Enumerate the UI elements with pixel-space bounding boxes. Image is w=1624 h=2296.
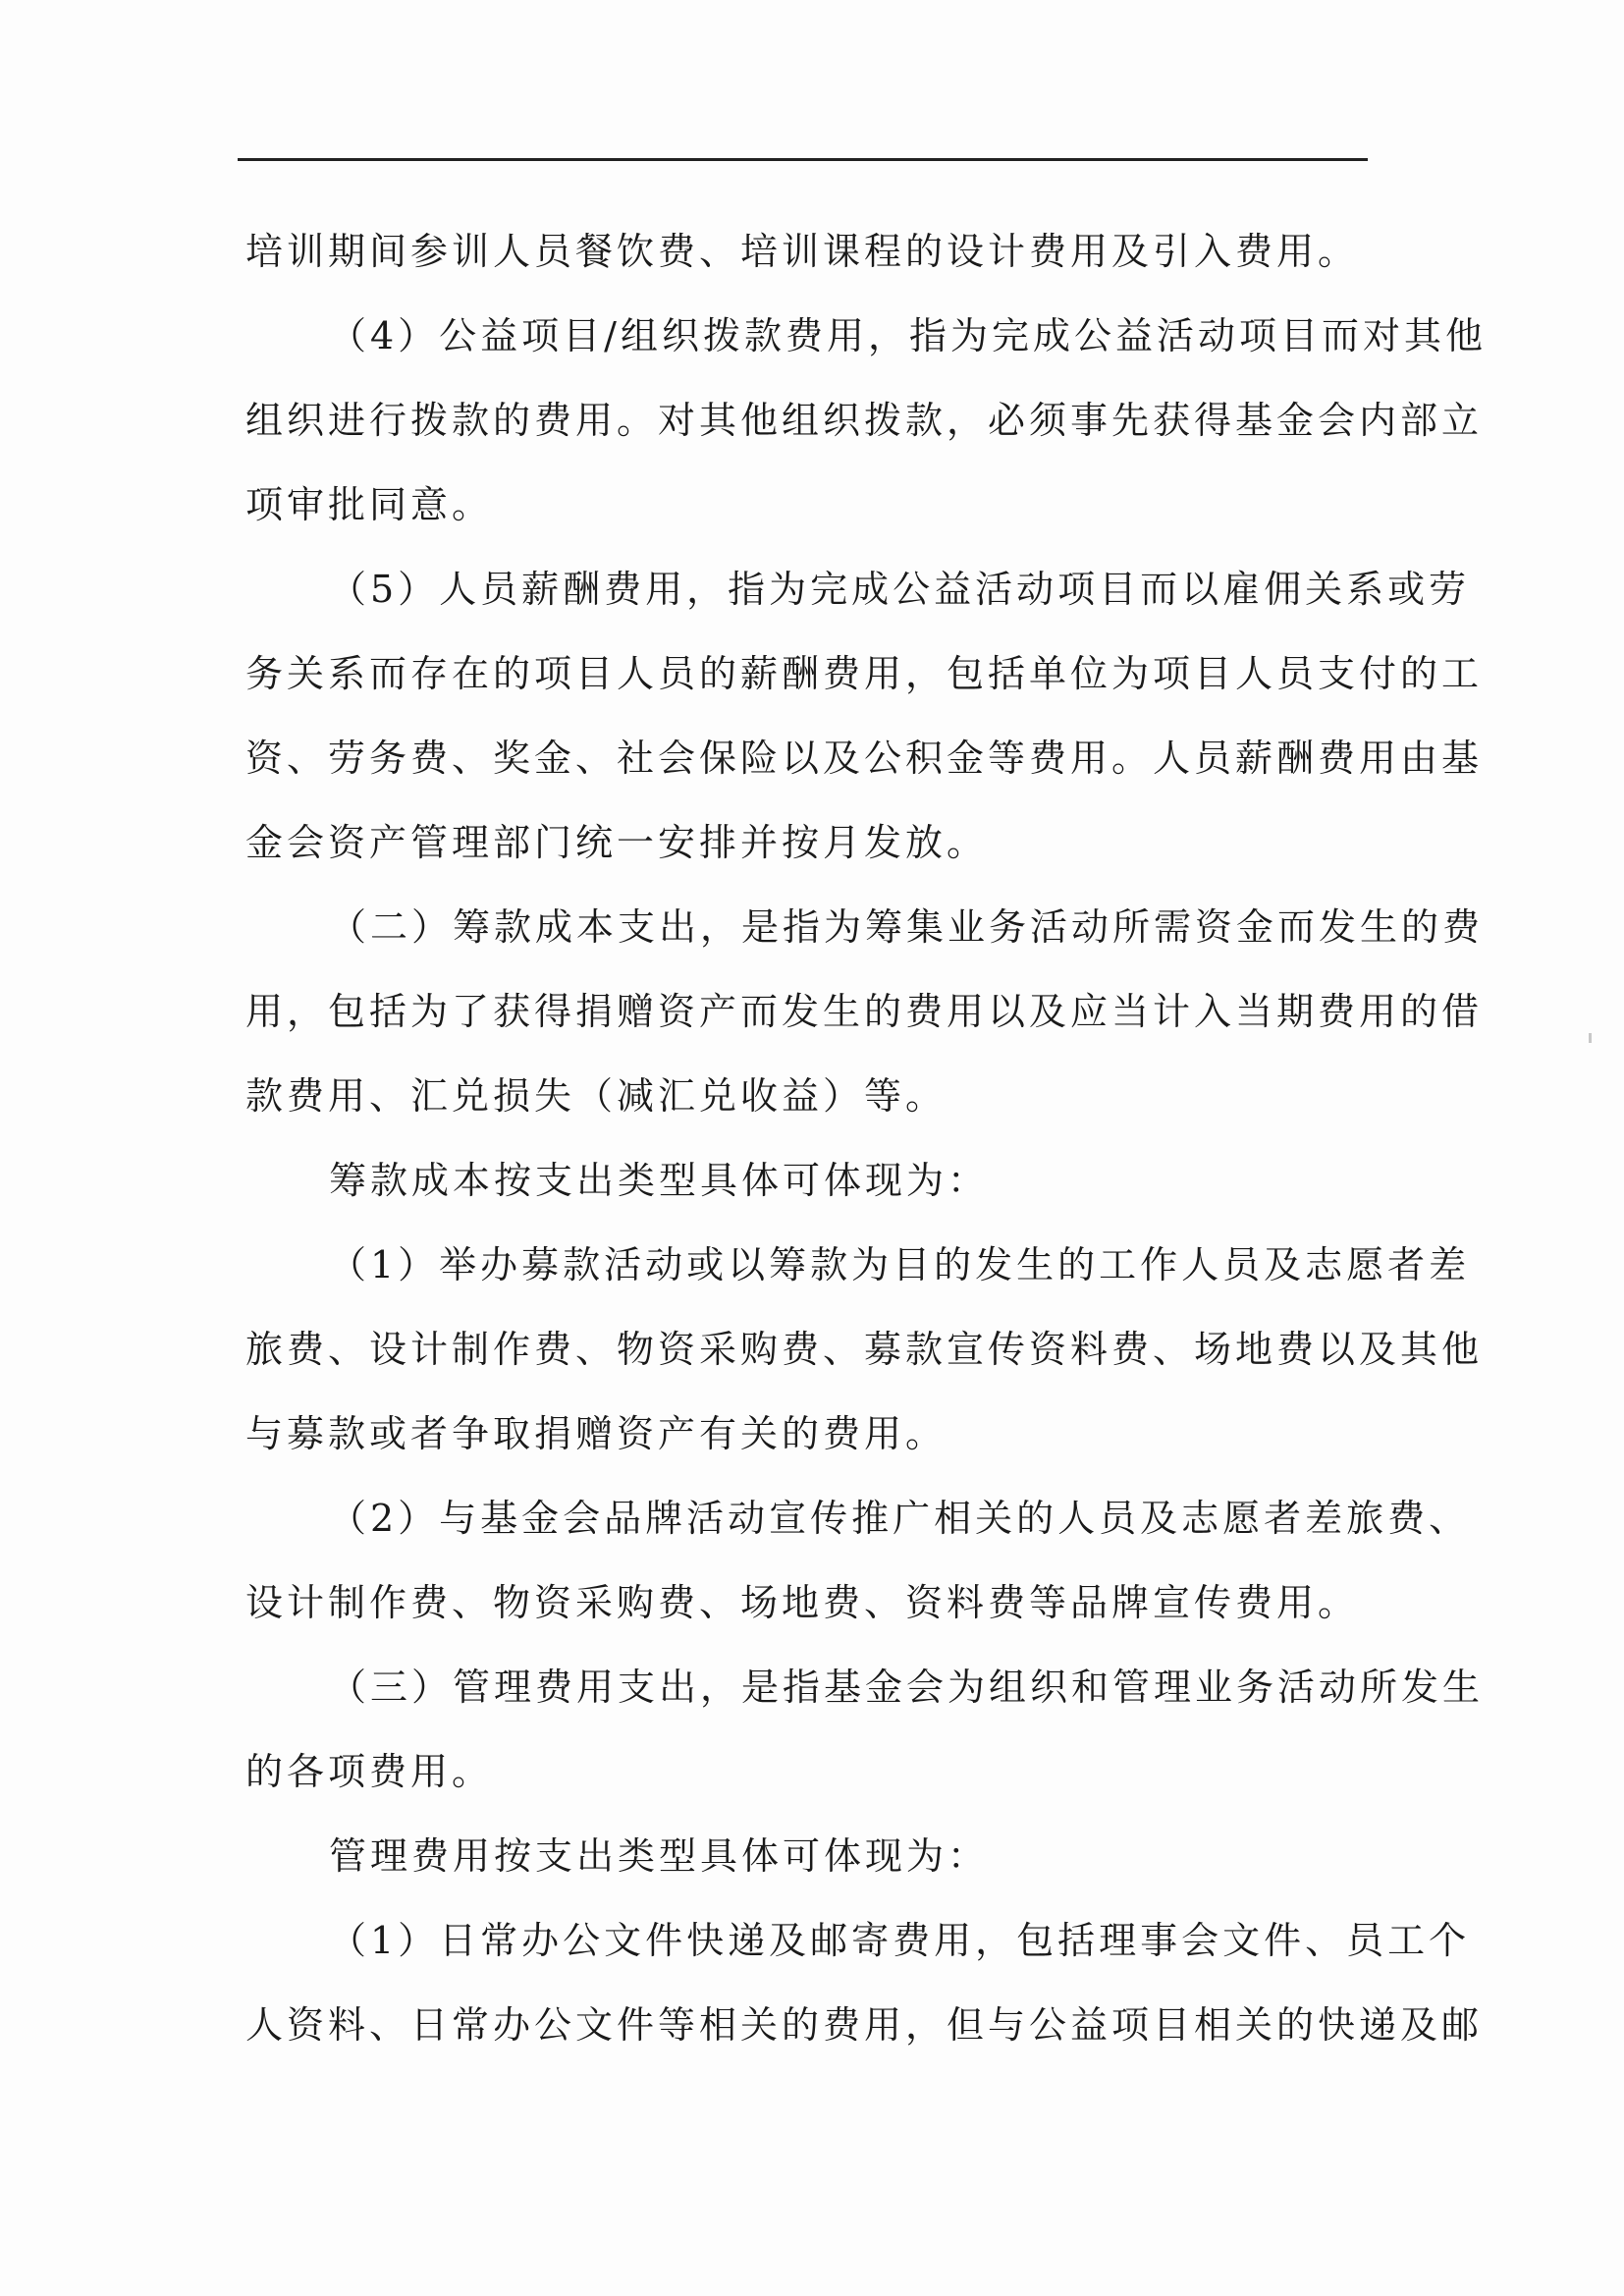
text-line: 培训期间参训人员餐饮费、培训课程的设计费用及引入费用。 (245, 230, 1360, 273)
text-line: 组织进行拨款的费用。对其他组织拨款，必须事先获得基金会内部立 (245, 399, 1484, 442)
text-line: （5）人员薪酬费用，指为完成公益活动项目而以雇佣关系或劳 (329, 568, 1471, 611)
text-line: 管理费用按支出类型具体可体现为： (329, 1834, 990, 1878)
text-line: （二）筹款成本支出，是指为筹集业务活动所需资金而发生的费 (329, 905, 1485, 949)
text-line: （2）与基金会品牌活动宣传推广相关的人员及志愿者差旅费、 (329, 1497, 1471, 1540)
text-line: 务关系而存在的项目人员的薪酬费用，包括单位为项目人员支付的工 (245, 652, 1484, 695)
text-line: 的各项费用。 (245, 1750, 494, 1793)
text-line: 人资料、日常办公文件等相关的费用，但与公益项目相关的快递及邮 (245, 2003, 1484, 2047)
text-line: 款费用、汇兑损失（减汇兑收益）等。 (245, 1074, 947, 1118)
text-line: 与募款或者争取捐赠资产有关的费用。 (245, 1412, 947, 1455)
text-line: （4）公益项目/组织拨款费用，指为完成公益活动项目而对其他 (329, 314, 1487, 357)
text-line: 用，包括为了获得捐赠资产而发生的费用以及应当计入当期费用的借 (245, 990, 1484, 1033)
scan-mark (1589, 1033, 1592, 1043)
header-rule (238, 158, 1368, 161)
text-line: （1）举办募款活动或以筹款为目的发生的工作人员及志愿者差 (329, 1243, 1471, 1286)
text-line: 项审批同意。 (245, 483, 494, 526)
text-line: 资、劳务费、奖金、社会保险以及公积金等费用。人员薪酬费用由基 (245, 737, 1484, 780)
text-line: （三）管理费用支出，是指基金会为组织和管理业务活动所发生 (329, 1666, 1485, 1709)
text-line: 金会资产管理部门统一安排并按月发放。 (245, 821, 989, 864)
text-line: 旅费、设计制作费、物资采购费、募款宣传资料费、场地费以及其他 (245, 1328, 1484, 1371)
text-line: （1）日常办公文件快递及邮寄费用，包括理事会文件、员工个 (329, 1919, 1471, 1962)
text-line: 设计制作费、物资采购费、场地费、资料费等品牌宣传费用。 (245, 1581, 1360, 1624)
text-line: 筹款成本按支出类型具体可体现为： (329, 1159, 990, 1202)
